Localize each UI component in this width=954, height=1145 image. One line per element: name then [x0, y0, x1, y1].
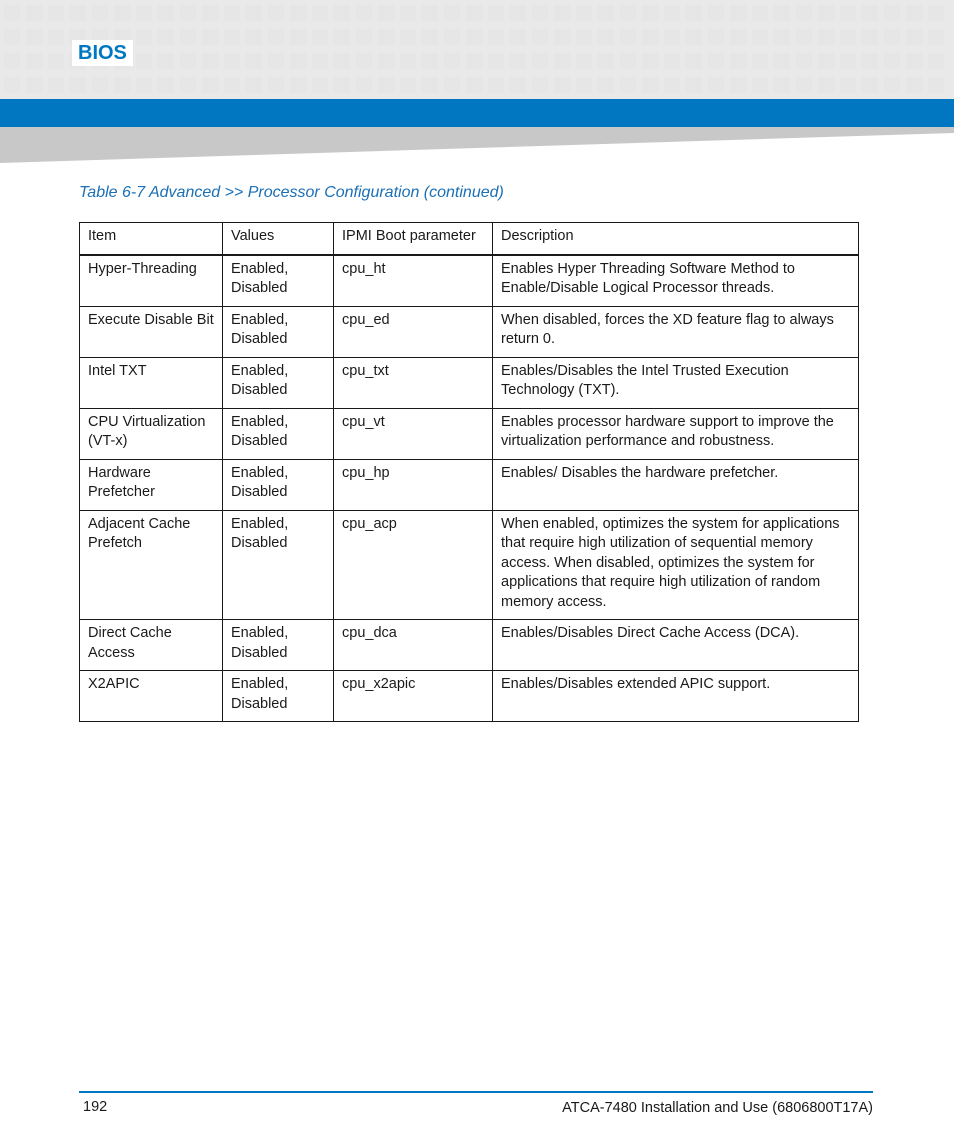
pattern-square	[928, 29, 944, 45]
pattern-square	[378, 29, 394, 45]
pattern-square	[136, 5, 152, 21]
values-cell: Enabled, Disabled	[223, 459, 334, 510]
pattern-square	[664, 5, 680, 21]
pattern-square	[906, 29, 922, 45]
pattern-square	[246, 29, 262, 45]
pattern-square	[818, 5, 834, 21]
description-cell: Enables Hyper Threading Software Method to Enable/Disable Logical Processor threads.	[493, 255, 859, 307]
pattern-square	[378, 53, 394, 69]
pattern-square	[268, 77, 284, 93]
pattern-square	[312, 53, 328, 69]
pattern-square	[686, 5, 702, 21]
header-band	[0, 99, 954, 127]
pattern-square	[598, 29, 614, 45]
pattern-square	[224, 5, 240, 21]
item-cell: Hyper-Threading	[80, 255, 223, 307]
header-wedge	[0, 127, 954, 163]
pattern-square	[180, 29, 196, 45]
pattern-square	[268, 5, 284, 21]
pattern-square	[642, 29, 658, 45]
pattern-square	[774, 77, 790, 93]
pattern-square	[752, 77, 768, 93]
pattern-row	[4, 29, 944, 45]
pattern-square	[840, 53, 856, 69]
pattern-square	[884, 53, 900, 69]
pattern-square	[796, 77, 812, 93]
pattern-square	[114, 5, 130, 21]
pattern-square	[708, 53, 724, 69]
pattern-square	[862, 29, 878, 45]
pattern-square	[202, 53, 218, 69]
pattern-square	[92, 5, 108, 21]
pattern-square	[554, 53, 570, 69]
pattern-square	[136, 53, 152, 69]
processor-config-table	[79, 222, 859, 722]
pattern-square	[400, 53, 416, 69]
pattern-square	[906, 53, 922, 69]
pattern-square	[730, 29, 746, 45]
pattern-square	[290, 53, 306, 69]
pattern-square	[466, 29, 482, 45]
pattern-square	[180, 77, 196, 93]
pattern-square	[554, 5, 570, 21]
pattern-square	[224, 29, 240, 45]
pattern-square	[356, 53, 372, 69]
description-cell: Enables/Disables extended APIC support.	[493, 671, 859, 722]
values-cell: Enabled, Disabled	[223, 255, 334, 307]
pattern-square	[620, 77, 636, 93]
values-cell: Enabled, Disabled	[223, 357, 334, 408]
table-row	[80, 459, 859, 510]
table-row	[80, 671, 859, 722]
pattern-square	[532, 77, 548, 93]
pattern-square	[818, 53, 834, 69]
description-cell: When enabled, optimizes the system for applications that require high utilization of sequential memory access. When disabled, optimizes the system for applications that require high utilization of random memory access.	[493, 510, 859, 620]
pattern-square	[598, 77, 614, 93]
pattern-square	[356, 29, 372, 45]
pattern-square	[246, 5, 262, 21]
pattern-square	[708, 29, 724, 45]
pattern-square	[862, 77, 878, 93]
pattern-square	[730, 53, 746, 69]
pattern-square	[400, 77, 416, 93]
pattern-square	[290, 77, 306, 93]
pattern-square	[70, 5, 86, 21]
description-cell: Enables/Disables the Intel Trusted Execution Technology (TXT).	[493, 357, 859, 408]
pattern-square	[400, 5, 416, 21]
pattern-square	[796, 53, 812, 69]
pattern-square	[246, 53, 262, 69]
pattern-square	[840, 29, 856, 45]
pattern-square	[620, 5, 636, 21]
pattern-square	[642, 5, 658, 21]
pattern-square	[576, 5, 592, 21]
pattern-square	[312, 5, 328, 21]
pattern-square	[774, 5, 790, 21]
pattern-square	[4, 77, 20, 93]
table-header-row	[80, 223, 859, 255]
pattern-square	[378, 77, 394, 93]
table-row	[80, 357, 859, 408]
table-row	[80, 620, 859, 671]
pattern-square	[48, 5, 64, 21]
pattern-square	[268, 29, 284, 45]
values-cell: Enabled, Disabled	[223, 620, 334, 671]
ipmi-cell: cpu_txt	[334, 357, 493, 408]
pattern-square	[202, 5, 218, 21]
values-cell: Enabled, Disabled	[223, 671, 334, 722]
table-row	[80, 306, 859, 357]
pattern-square	[906, 77, 922, 93]
pattern-square	[488, 53, 504, 69]
item-cell: Intel TXT	[80, 357, 223, 408]
pattern-square	[444, 29, 460, 45]
pattern-square	[312, 77, 328, 93]
pattern-square	[26, 77, 42, 93]
section-title: BIOS	[72, 40, 133, 66]
pattern-square	[268, 53, 284, 69]
pattern-row	[4, 77, 944, 93]
pattern-square	[576, 29, 592, 45]
pattern-square	[290, 29, 306, 45]
pattern-square	[664, 29, 680, 45]
pattern-square	[554, 29, 570, 45]
pattern-square	[202, 77, 218, 93]
pattern-square	[532, 53, 548, 69]
item-cell: Hardware Prefetcher	[80, 459, 223, 510]
pattern-square	[48, 29, 64, 45]
pattern-square	[774, 53, 790, 69]
pattern-square	[356, 77, 372, 93]
ipmi-cell: cpu_hp	[334, 459, 493, 510]
item-cell: X2APIC	[80, 671, 223, 722]
pattern-square	[576, 53, 592, 69]
pattern-square	[796, 5, 812, 21]
pattern-square	[598, 5, 614, 21]
item-cell: Adjacent Cache Prefetch	[80, 510, 223, 620]
pattern-square	[840, 5, 856, 21]
pattern-square	[158, 29, 174, 45]
pattern-square	[356, 5, 372, 21]
pattern-square	[246, 77, 262, 93]
pattern-square	[136, 29, 152, 45]
footer-rule	[79, 1091, 873, 1093]
pattern-square	[928, 53, 944, 69]
pattern-row	[4, 53, 944, 69]
pattern-square	[422, 77, 438, 93]
pattern-square	[378, 5, 394, 21]
pattern-square	[422, 29, 438, 45]
pattern-square	[4, 5, 20, 21]
values-cell: Enabled, Disabled	[223, 408, 334, 459]
pattern-square	[202, 29, 218, 45]
pattern-square	[730, 77, 746, 93]
pattern-square	[906, 5, 922, 21]
pattern-square	[510, 53, 526, 69]
pattern-square	[136, 77, 152, 93]
table-row	[80, 255, 859, 307]
pattern-square	[532, 29, 548, 45]
pattern-square	[576, 77, 592, 93]
pattern-square	[664, 77, 680, 93]
pattern-square	[884, 5, 900, 21]
item-cell: Direct Cache Access	[80, 620, 223, 671]
pattern-square	[686, 53, 702, 69]
pattern-square	[466, 53, 482, 69]
description-cell: When disabled, forces the XD feature flag to always return 0.	[493, 306, 859, 357]
ipmi-cell: cpu_ht	[334, 255, 493, 307]
pattern-row	[4, 5, 944, 21]
ipmi-cell: cpu_x2apic	[334, 671, 493, 722]
pattern-square	[862, 5, 878, 21]
description-cell: Enables processor hardware support to improve the virtualization performance and robustness.	[493, 408, 859, 459]
pattern-square	[532, 5, 548, 21]
pattern-square	[488, 29, 504, 45]
pattern-square	[400, 29, 416, 45]
pattern-square	[224, 53, 240, 69]
pattern-square	[180, 5, 196, 21]
pattern-square	[664, 53, 680, 69]
pattern-square	[334, 5, 350, 21]
pattern-square	[862, 53, 878, 69]
page-number: 192	[83, 1099, 108, 1115]
pattern-square	[422, 5, 438, 21]
values-cell: Enabled, Disabled	[223, 306, 334, 357]
ipmi-cell: cpu_ed	[334, 306, 493, 357]
pattern-square	[334, 29, 350, 45]
description-cell: Enables/Disables Direct Cache Access (DCA).	[493, 620, 859, 671]
pattern-square	[4, 53, 20, 69]
pattern-square	[26, 29, 42, 45]
pattern-square	[312, 29, 328, 45]
pattern-square	[884, 77, 900, 93]
column-header-ipmi: IPMI Boot parameter	[334, 223, 493, 255]
pattern-square	[840, 77, 856, 93]
pattern-square	[158, 77, 174, 93]
pattern-square	[466, 5, 482, 21]
pattern-square	[752, 29, 768, 45]
pattern-square	[444, 53, 460, 69]
table-row	[80, 408, 859, 459]
ipmi-cell: cpu_acp	[334, 510, 493, 620]
pattern-square	[730, 5, 746, 21]
pattern-square	[752, 53, 768, 69]
pattern-square	[48, 53, 64, 69]
pattern-square	[26, 5, 42, 21]
pattern-square	[4, 29, 20, 45]
pattern-square	[488, 5, 504, 21]
description-cell: Enables/ Disables the hardware prefetcher.	[493, 459, 859, 510]
pattern-square	[686, 29, 702, 45]
ipmi-cell: cpu_vt	[334, 408, 493, 459]
pattern-square	[158, 5, 174, 21]
pattern-square	[708, 5, 724, 21]
pattern-square	[620, 53, 636, 69]
pattern-square	[796, 29, 812, 45]
pattern-square	[92, 77, 108, 93]
pattern-square	[598, 53, 614, 69]
column-header-values: Values	[223, 223, 334, 255]
pattern-square	[224, 77, 240, 93]
pattern-square	[26, 53, 42, 69]
pattern-square	[510, 29, 526, 45]
pattern-square	[818, 77, 834, 93]
pattern-square	[334, 77, 350, 93]
pattern-square	[158, 53, 174, 69]
pattern-square	[48, 77, 64, 93]
header-pattern	[0, 0, 954, 100]
table-caption: Table 6-7 Advanced >> Processor Configuration (continued)	[79, 184, 504, 201]
pattern-square	[70, 77, 86, 93]
values-cell: Enabled, Disabled	[223, 510, 334, 620]
column-header-description: Description	[493, 223, 859, 255]
document-title: ATCA-7480 Installation and Use (6806800T17A)	[562, 1100, 873, 1116]
pattern-square	[620, 29, 636, 45]
pattern-square	[708, 77, 724, 93]
pattern-square	[686, 77, 702, 93]
pattern-square	[510, 5, 526, 21]
column-header-item: Item	[80, 223, 223, 255]
pattern-square	[290, 5, 306, 21]
pattern-square	[510, 77, 526, 93]
pattern-square	[884, 29, 900, 45]
pattern-square	[774, 29, 790, 45]
pattern-square	[642, 53, 658, 69]
pattern-square	[928, 5, 944, 21]
pattern-square	[466, 77, 482, 93]
pattern-square	[444, 5, 460, 21]
item-cell: CPU Virtualization (VT-x)	[80, 408, 223, 459]
table-row	[80, 510, 859, 620]
pattern-square	[488, 77, 504, 93]
ipmi-cell: cpu_dca	[334, 620, 493, 671]
pattern-square	[642, 77, 658, 93]
item-cell: Execute Disable Bit	[80, 306, 223, 357]
pattern-square	[114, 77, 130, 93]
pattern-square	[422, 53, 438, 69]
pattern-square	[818, 29, 834, 45]
pattern-square	[180, 53, 196, 69]
pattern-square	[444, 77, 460, 93]
pattern-square	[752, 5, 768, 21]
pattern-square	[554, 77, 570, 93]
pattern-square	[334, 53, 350, 69]
pattern-square	[928, 77, 944, 93]
